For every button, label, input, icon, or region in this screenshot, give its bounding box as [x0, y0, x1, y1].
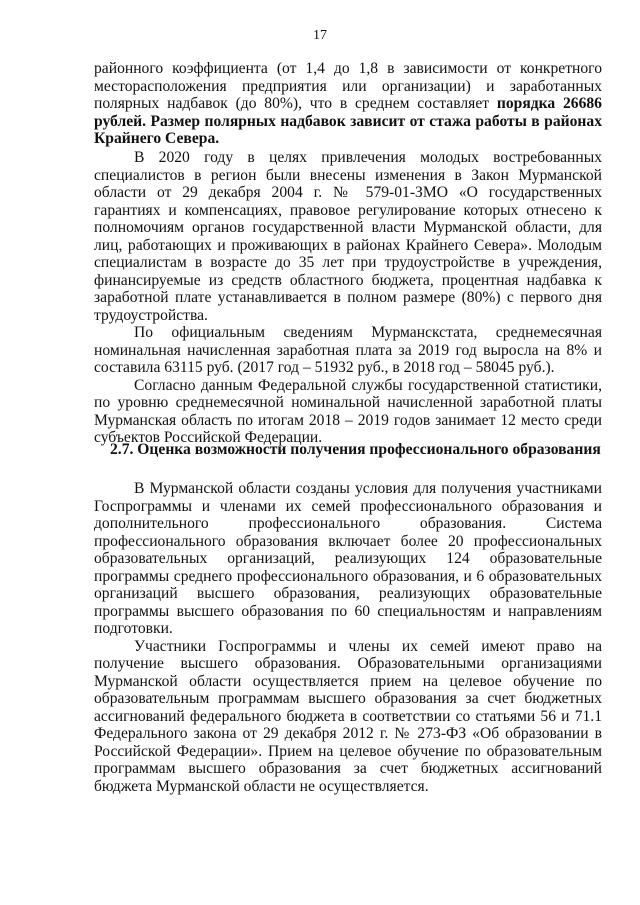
- body-text-lower: [94, 480, 602, 795]
- page-number: 17: [313, 28, 327, 43]
- polar-allowance-highlight: Размер полярных надбавок зависит от стажа работы в районах Крайнего Севера.: [94, 112, 602, 147]
- paragraph-education-system: В Мурманской области созданы условия для получения участниками Госпрограммы и членами их семей профессионального образования и дополнительного профессионального образования. Система профессионального образования включает более 20 профессиональных образовательных организаций, реализующих 124 образовательные программы среднего профессионального образования, и 6 образовательных организаций высшего образования, реализующих образовательные программы высшего образования по 60 специальностям и направлениям подготовки.: [94, 480, 602, 637]
- paragraph-income-text: районного коэффициента (от 1,4 до 1,8 в зависимости от конкретного месторасположения предприятия или организации) и заработанных полярных надбавок (до 80%), что в среднем составляет: [94, 60, 602, 112]
- continued-paragraph: [94, 60, 602, 148]
- paragraph-region-ranking: Согласно данным Федеральной службы государственной статистики, по уровню среднемесячной номинальной начисленной заработной платы Мурманская область по итогам 2018 – 2019 годов занимает 12 место среди субъектов Российской Федерации.: [94, 376, 602, 446]
- body-text-upper: [94, 149, 602, 447]
- section-heading: 2.7. Оценка возможности получения профессионального образования: [110, 441, 601, 458]
- paragraph-income: [94, 60, 602, 148]
- paragraph-young-specialists: В 2020 году в целях привлечения молодых востребованных специалистов в регион были внесены изменения в Закон Мурманской области от 29 декабря 2004 г. № 579-01-ЗМО «О государственных гарантиях и компенсациях, правовое регулирование которых отнесено к полномочиям органов государственной власти Мурманской области, для лиц, работающих и проживающих в районах Крайнего Севера». Молодым специалистам в возрасте до 35 лет при трудоустройстве в учреждения, финансируемые из средств областного бюджета, процентная надбавка к заработной плате устанавливается в полном размере (80%) с первого дня трудоустройства.: [94, 149, 602, 324]
- paragraph-higher-education: Участники Госпрограммы и члены их семей имеют право на получение высшего образования. Образовательными организациями Мурманской области осуществляется прием на целевое обучение по образовательным программам высшего образования за счет бюджетных ассигнований федерального бюджета в соответствии со статьями 56 и 71.1 Федерального закона от 29 декабря 2012 г. № 273-ФЗ «Об образовании в Российской Федерации». Прием на целевое обучение по образовательным программам высшего образования за счет бюджетных ассигнований бюджета Мурманской области не осуществляется.: [94, 637, 602, 795]
- average-salary-highlight: порядка 26686 рублей.: [94, 95, 602, 130]
- paragraph-average-wage: По официальным сведениям Мурманскстата, среднемесячная номинальная начисленная заработная плата за 2019 год выросла на 8% и составила 63115 руб. (2017 год – 51932 руб., в 2018 год – 58045 руб.).: [94, 324, 602, 376]
